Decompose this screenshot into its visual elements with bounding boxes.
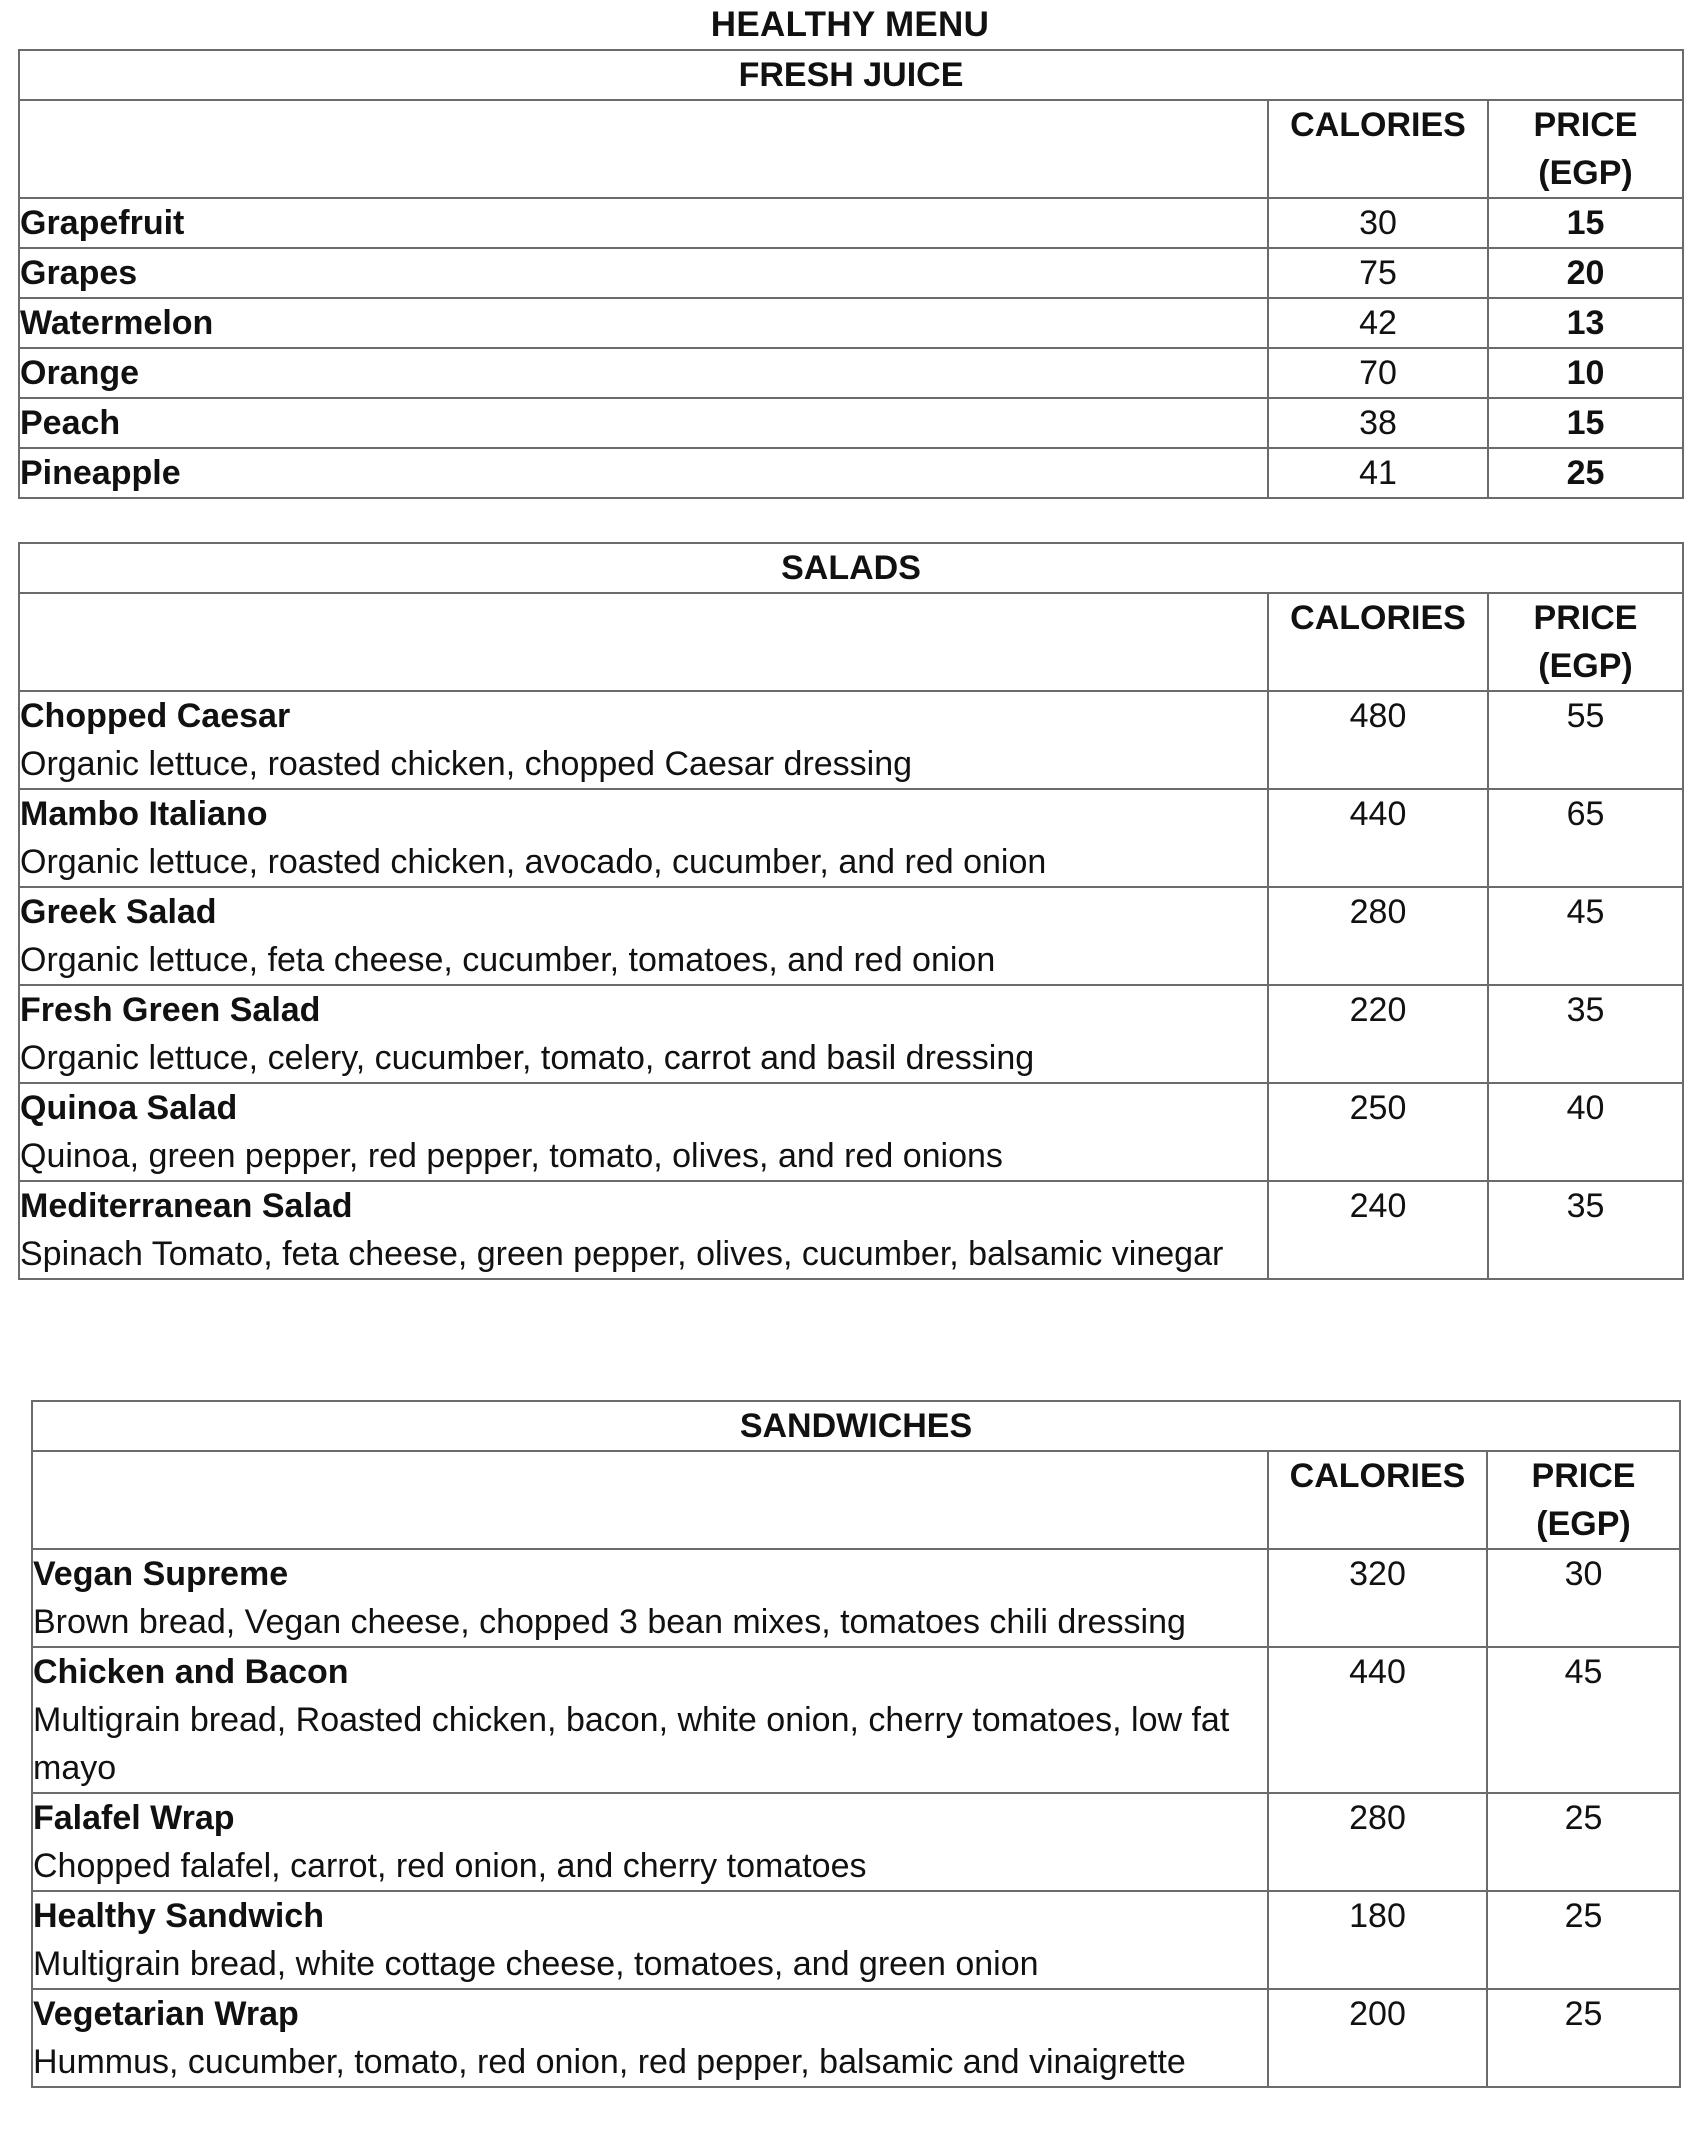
item-calories: 240 [1268,1181,1488,1279]
table-row [19,448,1683,498]
item-description: Organic lettuce, roasted chicken, chopped Caesar dressing [20,745,913,783]
fresh-juice-header-row [19,100,1683,198]
sandwiches-header-row [32,1451,1680,1549]
item-name: Vegetarian Wrap [33,1995,299,2033]
item-price: 25 [1488,448,1683,498]
item-price: 10 [1488,348,1683,398]
item-price: 65 [1488,789,1683,887]
price-header: PRICE (EGP) [1488,100,1683,198]
header-blank-cell [19,100,1268,198]
salads-title: SALADS [19,543,1683,593]
table-row [32,1793,1680,1891]
fresh-juice-table [18,49,1684,499]
item-cell [32,1647,1268,1793]
item-cell [32,1989,1268,2087]
table-row [19,789,1683,887]
table-row [19,298,1683,348]
item-price: 45 [1488,887,1683,985]
item-name: Peach [19,398,1268,448]
item-calories: 75 [1268,248,1488,298]
price-header: PRICE (EGP) [1487,1451,1680,1549]
calories-header: CALORIES [1268,1451,1487,1549]
item-name: Mediterranean Salad [20,1187,353,1225]
item-name: Healthy Sandwich [33,1897,324,1935]
item-calories: 38 [1268,398,1488,448]
item-description: Organic lettuce, roasted chicken, avocado, cucumber, and red onion [20,843,1047,881]
table-row [19,985,1683,1083]
table-row [32,1891,1680,1989]
item-description: Multigrain bread, white cottage cheese, tomatoes, and green onion [33,1945,1039,1983]
item-description: Organic lettuce, celery, cucumber, tomato, carrot and basil dressing [20,1039,1035,1077]
table-row [19,691,1683,789]
item-name: Mambo Italiano [20,795,268,833]
item-price: 25 [1487,1989,1680,2087]
item-price: 55 [1488,691,1683,789]
item-name: Watermelon [19,298,1268,348]
item-name: Grapes [19,248,1268,298]
item-description: Multigrain bread, Roasted chicken, bacon, white onion, cherry tomatoes, low fat mayo [33,1701,1230,1787]
item-cell [19,1181,1268,1279]
item-name: Pineapple [19,448,1268,498]
table-row [19,248,1683,298]
item-calories: 320 [1268,1549,1487,1647]
item-cell [19,985,1268,1083]
item-name: Fresh Green Salad [20,991,321,1029]
item-cell [19,691,1268,789]
item-calories: 200 [1268,1989,1487,2087]
item-name: Grapefruit [19,198,1268,248]
salads-header-row [19,593,1683,691]
item-price: 20 [1488,248,1683,298]
item-cell [19,789,1268,887]
item-price: 13 [1488,298,1683,348]
item-calories: 280 [1268,1793,1487,1891]
sandwiches-table [31,1400,1681,2088]
item-price: 15 [1488,198,1683,248]
item-name: Orange [19,348,1268,398]
item-name: Quinoa Salad [20,1089,238,1127]
item-name: Chopped Caesar [20,697,291,735]
item-description: Brown bread, Vegan cheese, chopped 3 bean mixes, tomatoes chili dressing [33,1603,1186,1641]
table-row [19,398,1683,448]
item-cell [32,1891,1268,1989]
item-calories: 480 [1268,691,1488,789]
calories-header: CALORIES [1268,593,1488,691]
table-row [19,1083,1683,1181]
item-calories: 70 [1268,348,1488,398]
table-row [19,348,1683,398]
header-blank-cell [19,593,1268,691]
header-blank-cell [32,1451,1268,1549]
item-calories: 250 [1268,1083,1488,1181]
item-calories: 180 [1268,1891,1487,1989]
page-title: HEALTHY MENU [710,5,990,44]
table-row [19,887,1683,985]
item-description: Spinach Tomato, feta cheese, green pepper, olives, cucumber, balsamic vinegar [20,1235,1224,1273]
item-cell [32,1549,1268,1647]
fresh-juice-title: FRESH JUICE [19,50,1683,100]
item-cell [19,887,1268,985]
item-description: Hummus, cucumber, tomato, red onion, red pepper, balsamic and vinaigrette [33,2043,1186,2081]
item-description: Chopped falafel, carrot, red onion, and cherry tomatoes [33,1847,867,1885]
item-calories: 440 [1268,1647,1487,1793]
table-row [32,1647,1680,1793]
item-calories: 30 [1268,198,1488,248]
item-price: 25 [1487,1793,1680,1891]
item-cell [19,1083,1268,1181]
sandwiches-title: SANDWICHES [32,1401,1680,1451]
item-calories: 440 [1268,789,1488,887]
item-name: Chicken and Bacon [33,1653,349,1691]
item-cell [32,1793,1268,1891]
table-row [19,198,1683,248]
item-calories: 42 [1268,298,1488,348]
price-header: PRICE (EGP) [1488,593,1683,691]
item-price: 30 [1487,1549,1680,1647]
item-name: Greek Salad [20,893,217,931]
table-row [32,1549,1680,1647]
item-price: 35 [1488,1181,1683,1279]
table-row [19,1181,1683,1279]
item-calories: 220 [1268,985,1488,1083]
item-description: Organic lettuce, feta cheese, cucumber, tomatoes, and red onion [20,941,996,979]
item-price: 45 [1487,1647,1680,1793]
salads-table [18,542,1684,1280]
item-price: 15 [1488,398,1683,448]
table-row [32,1989,1680,2087]
calories-header: CALORIES [1268,100,1488,198]
item-calories: 41 [1268,448,1488,498]
item-price: 25 [1487,1891,1680,1989]
item-name: Falafel Wrap [33,1799,235,1837]
item-name: Vegan Supreme [33,1555,289,1593]
item-calories: 280 [1268,887,1488,985]
item-price: 40 [1488,1083,1683,1181]
item-description: Quinoa, green pepper, red pepper, tomato, olives, and red onions [20,1137,1003,1175]
item-price: 35 [1488,985,1683,1083]
